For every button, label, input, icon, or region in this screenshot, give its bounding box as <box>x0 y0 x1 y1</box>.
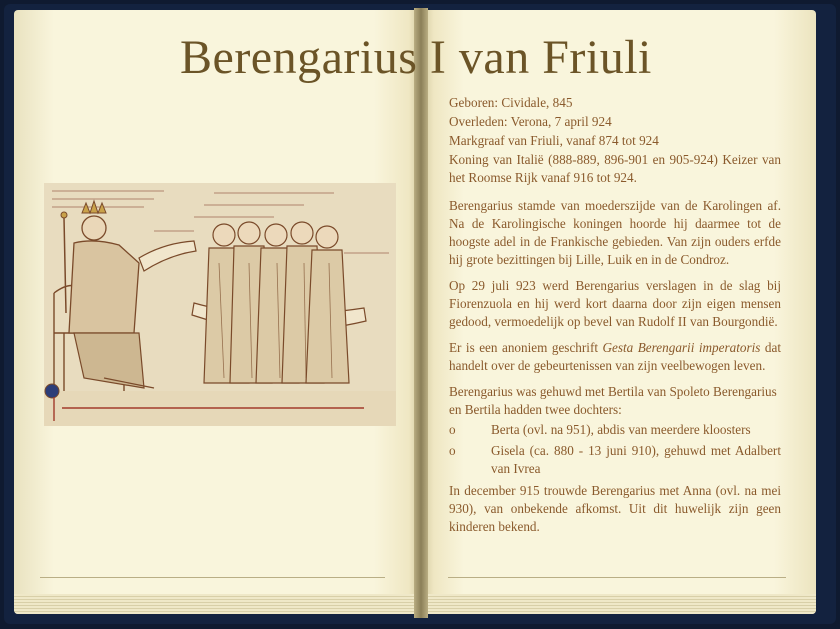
manuscript-illustration-image <box>44 183 396 426</box>
manuscript-miniature <box>44 183 396 426</box>
list-bullet: o <box>449 443 456 458</box>
list-bullet: o <box>449 422 456 437</box>
page-title: Berengarius I van Friuli <box>180 31 652 84</box>
right-page-edge <box>424 594 816 614</box>
biography-text <box>449 94 781 544</box>
list-item <box>449 421 781 439</box>
paragraph-marriage: Berengarius was gehuwd met Bertila van Spoleto Berengarius en Bertila hadden twee dochters: <box>449 384 777 417</box>
daughters-list <box>449 421 781 478</box>
left-page-rule <box>40 577 385 578</box>
list-item <box>449 442 781 478</box>
fact-margrave: Markgraaf van Friuli, vanaf 874 tot 924 <box>449 133 659 148</box>
paragraph-second-marriage: In december 915 trouwde Berengarius met Anna (ovl. na mei 930), van onbekende afkomst. Uit dit huwelijk zijn geen kinderen bekend. <box>449 483 781 534</box>
gesta-text-after: dat handelt over de gebeurtenissen van zijn veelbewogen leven. <box>449 340 781 373</box>
gesta-title: Gesta Berengarii imperatoris <box>602 340 761 355</box>
paragraph-ancestry: Berengarius stamde van moederszijde van de Karolingen af. Na de Karolingische koningen hoorde hij daarmee tot de hoogste adel in de Frankische gebieden. Van zijn ouders erfde hij grote bezittingen bij Lille, Luik en in de Condroz. <box>449 198 781 267</box>
paragraph-death: Op 29 juli 923 werd Berengarius verslagen in de slag bij Fiorenzuola en hij werd kort daarna door zijn eigen mensen gedood, vermoedelijk op bevel van Rudolf II van Bourgondië. <box>449 278 781 329</box>
facts-block <box>449 94 781 187</box>
fact-king-emperor: Koning van Italië (888-889, 896-901 en 905-924) Keizer van het Roomse Rijk vanaf 916 tot 924. <box>449 152 781 185</box>
daughter-text: Berta (ovl. na 951), abdis van meerdere kloosters <box>491 422 751 437</box>
right-page-rule <box>448 577 786 578</box>
daughter-text: Gisela (ca. 880 - 13 juni 910), gehuwd met Adalbert van Ivrea <box>491 443 781 476</box>
gesta-text-before: Er is een anoniem geschrift <box>449 340 603 355</box>
paragraph-gesta <box>449 339 781 375</box>
left-page-edge <box>14 594 418 614</box>
fact-died: Overleden: Verona, 7 april 924 <box>449 114 612 129</box>
book-spine <box>414 8 428 618</box>
fact-born: Geboren: Cividale, 845 <box>449 95 573 110</box>
